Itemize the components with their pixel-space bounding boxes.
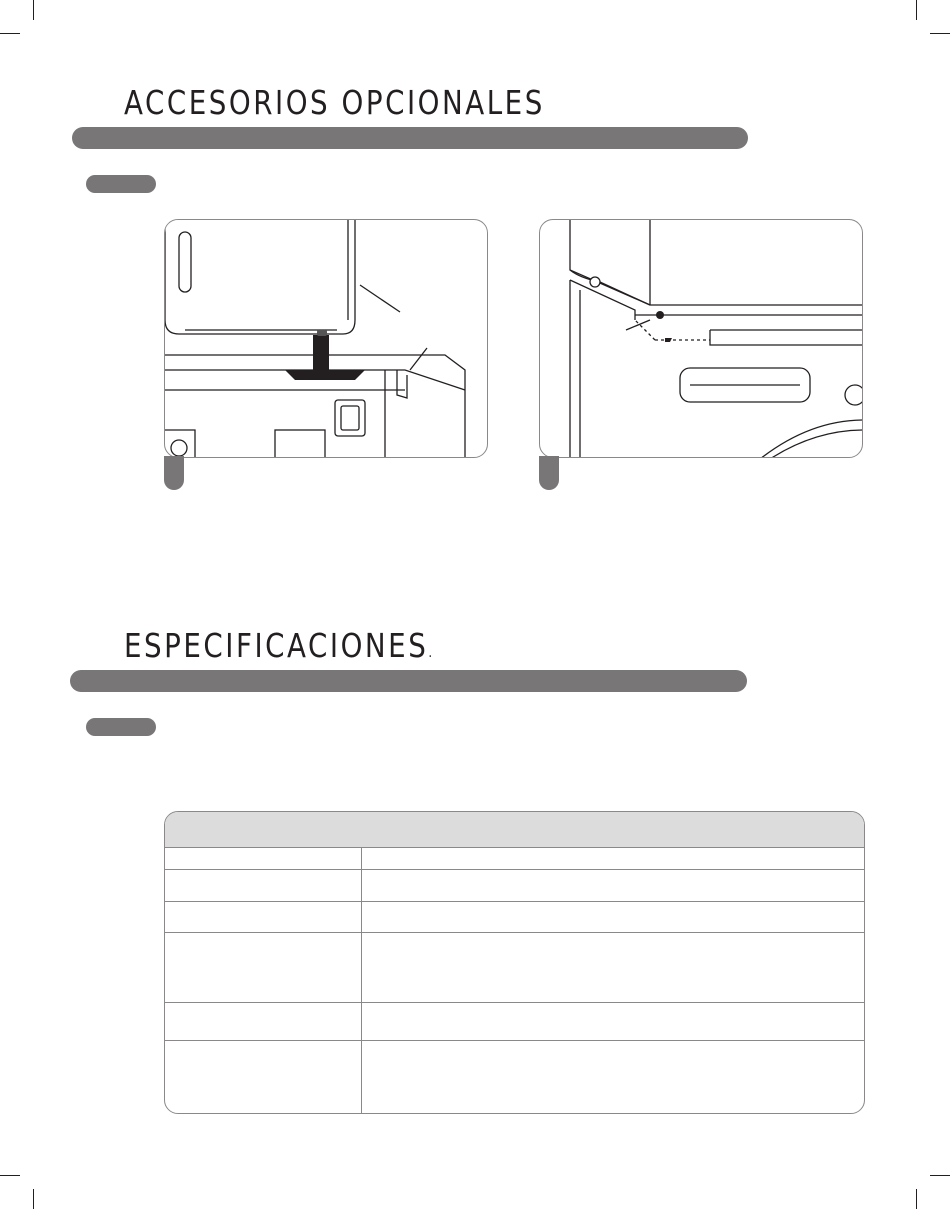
crop-mark — [0, 33, 20, 34]
step-tab — [539, 456, 559, 490]
row-label — [165, 1041, 362, 1114]
row-value — [363, 870, 864, 901]
figure-dryer-on-pedestal — [164, 219, 488, 458]
table-row — [165, 902, 864, 933]
specifications-table — [164, 811, 865, 1114]
table-row — [165, 1003, 864, 1041]
specifications-title-suffix: . — [428, 645, 435, 661]
row-label — [165, 870, 362, 901]
optional-accessories-title — [124, 83, 545, 122]
specifications-title — [124, 626, 435, 665]
row-value — [363, 1041, 864, 1114]
dryer-on-pedestal-illustration — [165, 220, 488, 458]
crop-mark — [916, 0, 917, 20]
crop-mark — [0, 1175, 20, 1176]
table-header — [165, 812, 864, 848]
crop-mark — [33, 1189, 34, 1209]
step-tab — [164, 456, 184, 490]
crop-mark — [930, 33, 950, 34]
crop-mark — [33, 0, 34, 20]
section-rule-bar — [72, 127, 748, 149]
subsection-pill — [86, 175, 156, 193]
table-row — [165, 1041, 864, 1114]
crop-mark — [916, 1189, 917, 1209]
figure-bracket-screw — [539, 219, 863, 458]
table-row — [165, 933, 864, 1003]
crop-mark — [930, 1175, 950, 1176]
row-label — [165, 847, 362, 869]
row-label — [165, 902, 362, 932]
specifications-title-text: ESPECIFICACIONES — [124, 626, 429, 665]
row-label — [165, 933, 362, 1002]
table-row — [165, 847, 864, 870]
section-rule-bar — [70, 670, 747, 692]
row-label — [165, 1003, 362, 1040]
row-value — [363, 847, 864, 869]
subsection-pill — [86, 718, 156, 736]
optional-accessories-title-text: ACCESORIOS OPCIONALES — [124, 83, 545, 122]
row-value — [363, 1003, 864, 1040]
row-value — [363, 902, 864, 932]
table-row — [165, 870, 864, 902]
bracket-screw-illustration — [540, 220, 863, 458]
row-value — [363, 933, 864, 1002]
